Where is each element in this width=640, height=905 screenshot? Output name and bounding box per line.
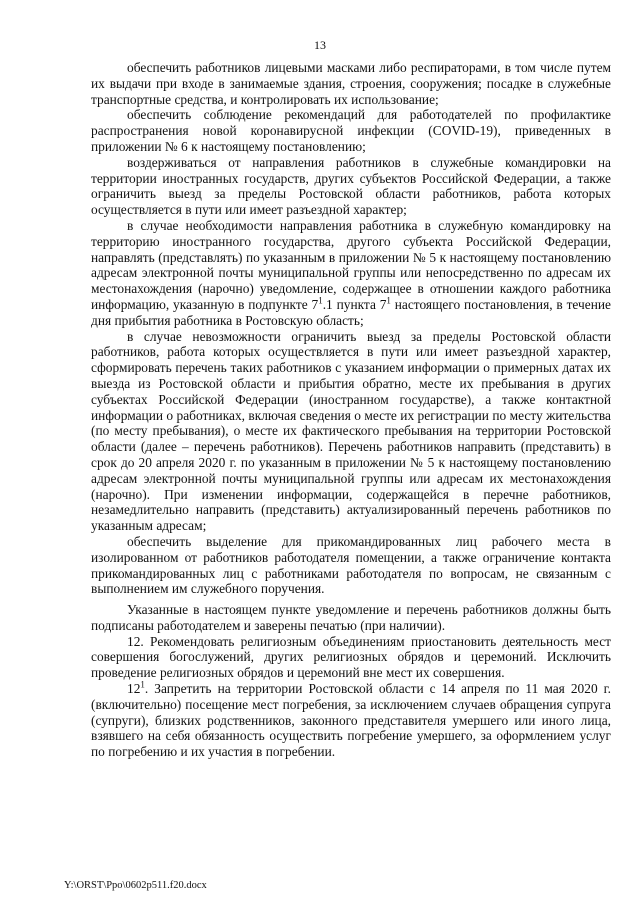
paragraph-item-12: 12. Рекомендовать религиозным объединениям приостановить деятельность мест совершения богослужений, других религиозных обрядов и церемоний. Исключить проведение религиозных обрядов и церемоний вне мест их совершения. — [91, 633, 611, 681]
file-path-footer: Y:\ORST\Ppo\0602p511.f20.docx — [64, 880, 207, 891]
paragraph-business-trips: воздерживаться от направления работников в служебные командировки на территории иностранных государств, других субъектов Российской Федерации, а также ограничить выезд за пределы Ростовской области работников, работа которых осуществляется в пути или имеет разъездной характер; — [91, 154, 611, 218]
paragraph-text: в случае необходимости направления работника в служебную командировку на территорию иностранного государства, другого субъекта Российской Федерации, направлять (представлять) по указанным в приложении № 5 к настоящему постановлению адресам электронной почты муниципальной группы или непосредственно по адресам их местонахождения (нарочно) уведомление, содержащее в отношении каждого работника информацию, указанную в подпункте 7 — [91, 217, 611, 312]
paragraph-recommendations: обеспечить соблюдение рекомендаций для работодателей по профилактике распространения новой коронавирусной инфекции (COVID-19), приведенных в приложении № 6 к настоящему постановлению; — [91, 107, 611, 154]
item-number: 12 — [127, 681, 141, 697]
paragraph-signature-note: Указанные в настоящем пункте уведомление и перечень работников должны быть подписаны работодателем и заверены печатью (при наличии). — [91, 602, 611, 633]
superscript: 1 — [386, 295, 391, 306]
paragraph-item-12-1 — [91, 681, 611, 760]
page-number: 13 — [314, 38, 326, 52]
document-body — [91, 60, 611, 760]
paragraph-workplace-isolation: обеспечить выделение для прикомандированных лиц рабочего места в изолированном от работников работодателя помещении, а также ограничение контакта прикомандированных лиц с работниками работодателя по вопросам, не связанным с выполнением им служебного поручения. — [91, 533, 611, 597]
paragraph-text: .1 пункта 7 — [322, 296, 387, 312]
superscript: 1 — [318, 295, 323, 306]
paragraph-text: настоящего постановления, в течение дня прибытия работника в Ростовскую область; — [91, 296, 611, 328]
paragraph-trip-notification — [91, 218, 611, 329]
superscript: 1 — [140, 679, 145, 690]
paragraph-masks: обеспечить работников лицевыми масками либо респираторами, в том числе путем их выдачи при входе в занимаемые здания, строения, сооружения; посадке в служебные транспортные средства, и контролировать их использование; — [91, 60, 611, 107]
paragraph-text: . Запретить на территории Ростовской области с 14 апреля по 11 мая 2020 г. (включительно) посещение мест погребения, за исключением случаев обращения супруга (супруги), близких родственников, законного представителя умершего или иного лица, взявшего на себя обязанность осуществить погребение умершего, за оформлением услуг по погребению и их участия в погребении. — [91, 681, 611, 760]
paragraph-employee-list: в случае невозможности ограничить выезд за пределы Ростовской области работников, работа которых осуществляется в пути или имеет разъездной характер, сформировать перечень таких работников с указанием информации о примерных датах их выезда из Ростовской области и прибытия обратно, месте их пребывания в других субъектах Российской Федерации (иностранном государстве), а также контактной информации о работниках, включая сведения о месте их регистрации по месту жительства (по месту пребывания), о месте их фактического пребывания на территории Ростовской области (далее – перечень работников). Перечень работников направить (представить) в срок до 20 апреля 2020 г. по указанным в приложении № 5 к настоящему постановлению адресам электронной почты муниципальной группы или адресам их местонахождения (нарочно). При изменении информации, содержащейся в перечне работников, незамедлительно направить (представить) актуализированный перечень работников по указанным адресам; — [91, 328, 611, 534]
